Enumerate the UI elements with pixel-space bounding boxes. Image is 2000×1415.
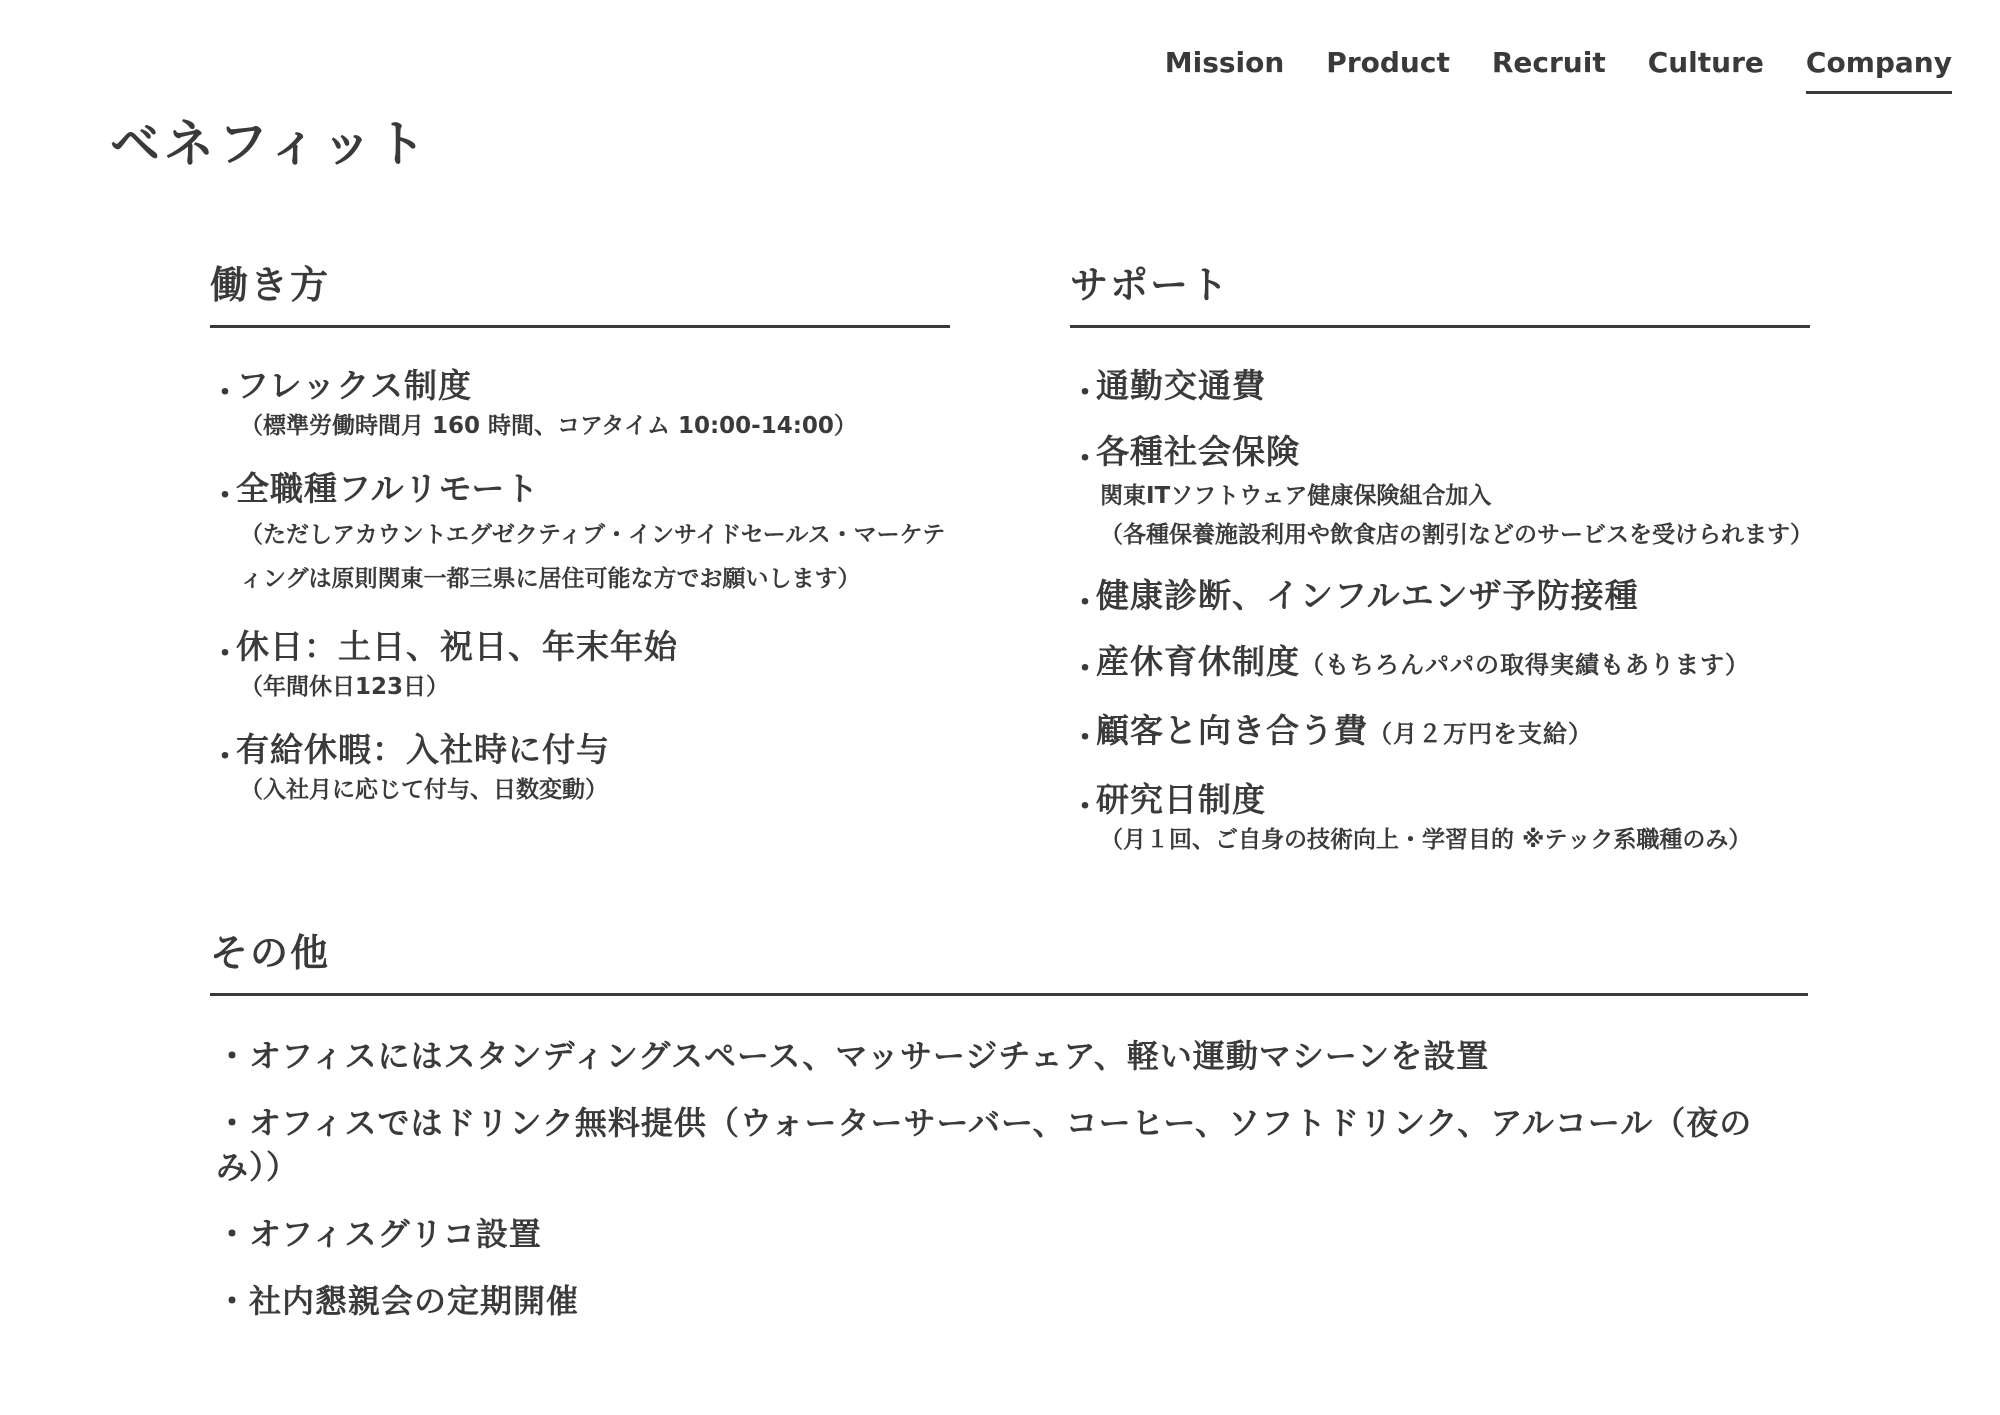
list-item — [1070, 640, 1810, 687]
bullet: ・ — [210, 376, 240, 411]
list-item — [210, 728, 950, 807]
other-section — [210, 922, 1808, 1346]
item-title: 健康診断、インフルエンザ予防接種 — [1096, 576, 1639, 615]
bullet: ・ — [210, 479, 240, 514]
section-heading-work: 働き方 — [210, 254, 950, 328]
list-item: ・オフィスグリコ設置 — [216, 1215, 542, 1253]
top-nav — [1165, 46, 1952, 94]
item-title: 顧客と向き合う費 — [1096, 711, 1368, 750]
list-item — [210, 625, 950, 704]
list-item — [210, 364, 950, 443]
nav-link-company[interactable]: Company — [1806, 46, 1952, 94]
nav-link-mission[interactable]: Mission — [1164, 46, 1285, 79]
bullet: ・ — [1070, 586, 1100, 621]
bullet: ・ — [1070, 790, 1100, 825]
item-note: （ただしアカウントエグゼクティブ・インサイドセールス・マーケティングは原則関東一都三県に居住可能な方でお願いします） — [240, 522, 946, 592]
item-inline-note: （もちろんパパの取得実績もあります） — [1300, 651, 1750, 679]
bullet: ・ — [210, 637, 240, 672]
list-item: ・社内懇親会の定期開催 — [216, 1282, 580, 1320]
section-heading-other: その他 — [210, 922, 1808, 996]
other-list — [210, 1034, 1808, 1323]
nav-link-product[interactable]: Product — [1326, 46, 1450, 79]
page-title: ベネフィット — [110, 115, 430, 173]
nav-link-culture[interactable]: Culture — [1647, 46, 1764, 79]
list-item — [210, 467, 950, 601]
work-style-section — [210, 254, 950, 831]
list-item: ・オフィスではドリンク無料提供（ウォーターサーバー、コーヒー、ソフトドリンク、アルコール（夜のみ）） — [216, 1104, 1753, 1186]
bullet: ・ — [1070, 721, 1100, 756]
list-item — [1070, 709, 1810, 756]
section-heading-support: サポート — [1070, 254, 1810, 328]
item-note: （各種保養施設利用や飲食店の割引などのサービスを受けられます） — [1100, 522, 1813, 548]
item-title: 全職種フルリモート — [236, 469, 540, 508]
nav-link-recruit[interactable]: Recruit — [1491, 46, 1606, 79]
item-note: （年間休日123日） — [240, 674, 450, 700]
list-item — [1070, 574, 1810, 621]
bullet: ・ — [1070, 442, 1100, 477]
item-title: 産休育休制度 — [1096, 642, 1300, 681]
item-note: （月１回、ご自身の技術向上・学習目的 ※テック系職種のみ） — [1100, 827, 1752, 853]
item-title: 研究日制度 — [1096, 780, 1266, 819]
support-list — [1070, 364, 1813, 857]
support-section — [1070, 254, 1813, 879]
bullet: ・ — [1070, 652, 1100, 687]
item-title: 各種社会保険 — [1096, 432, 1300, 471]
item-title: 休日：土日、祝日、年末年始 — [236, 627, 678, 666]
item-note: （入社月に応じて付与、日数変動） — [240, 777, 608, 803]
work-list — [210, 364, 950, 807]
item-note: （標準労働時間月 160 時間、コアタイム 10:00-14:00） — [240, 413, 857, 439]
item-inline-note: （月２万円を支給） — [1368, 720, 1593, 748]
list-item: ・オフィスにはスタンディングスペース、マッサージチェア、軽い運動マシーンを設置 — [216, 1037, 1490, 1075]
bullet: ・ — [210, 740, 240, 775]
item-title: フレックス制度 — [236, 366, 473, 405]
item-title: 有給休暇：入社時に付与 — [236, 730, 610, 769]
item-note: 関東ITソフトウェア健康保険組合加入 — [1100, 483, 1492, 509]
list-item — [1070, 364, 1810, 411]
list-item — [1070, 778, 1810, 857]
list-item — [1070, 430, 1813, 552]
item-title-row — [1096, 709, 1810, 756]
item-title: 通勤交通費 — [1096, 366, 1266, 405]
item-title-row — [1096, 640, 1810, 687]
bullet: ・ — [1070, 376, 1100, 411]
